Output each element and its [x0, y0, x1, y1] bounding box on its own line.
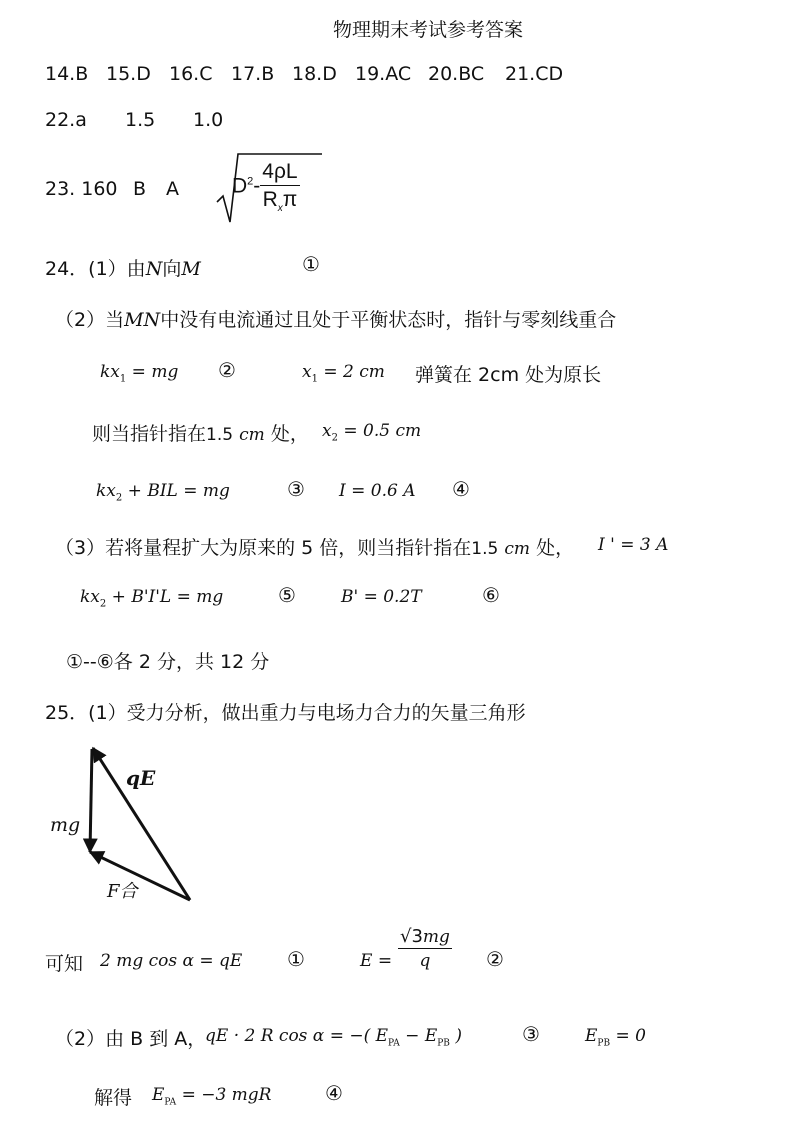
- vector-mg: [90, 749, 92, 852]
- page-title: 物理期末考试参考答案: [333, 19, 524, 41]
- q25-line1-prefix: 可知: [45, 953, 84, 975]
- mc-answer: 20.BC: [428, 63, 485, 85]
- mark-25-3: ③: [522, 1022, 540, 1046]
- mc-answer: 16.C: [169, 63, 213, 85]
- q24-part2-intro: （2）当MN中没有电流通过且处于平衡状态时，指针与零刻线重合: [55, 309, 617, 331]
- q23-label: 23. 160: [45, 178, 118, 200]
- eq-i-prime: I ' = 3 A: [598, 535, 669, 555]
- label-f-net: F合: [107, 881, 138, 902]
- eq-b-prime: B' = 0.2T: [341, 587, 422, 607]
- q23-minus: -: [253, 174, 261, 198]
- q23-fraction: [260, 160, 299, 214]
- eq-kx2-bprime: $kx_2 + B'I'L$ = mg: [80, 587, 224, 610]
- q23-d: D: [232, 174, 248, 198]
- mark-3: ③: [287, 477, 305, 501]
- q23-answer-b: B: [133, 178, 147, 200]
- eq-e-fraction: $\frac{√3mg}{q}$: [400, 926, 450, 971]
- q24-note-spring: 弹簧在 2cm 处为原长: [415, 364, 602, 386]
- mc-answer: 18.D: [292, 63, 337, 85]
- eq-kx2-bil: $kx_2$ + BIL = mg: [96, 481, 230, 504]
- mark-4: ④: [452, 477, 470, 501]
- mc-answer: 19.AC: [355, 63, 412, 85]
- q23-d-exponent: 2: [247, 175, 254, 188]
- label-mg: mg: [50, 814, 81, 836]
- q25-part1-intro: 25．(1）受力分析，做出重力与电场力合力的矢量三角形: [45, 702, 526, 724]
- mark-25-2: ②: [486, 947, 504, 971]
- q24-pointer-line: 则当指针指在1.5 cm 处，: [92, 423, 309, 445]
- q23-expression: [232, 160, 300, 214]
- mark-5: ⑤: [278, 583, 296, 607]
- eq-2mgcos: 2 mg cos α = qE: [100, 951, 243, 971]
- mark-25-1: ①: [287, 947, 305, 971]
- eq-kx1-mg: $kx_1$ = mg: [100, 362, 179, 385]
- q23-denominator: $R_x\pi$: [262, 188, 298, 215]
- q22-value-1: 1.5: [125, 109, 156, 131]
- q24-part3-intro: （3）若将量程扩大为原来的 5 倍，则当指针指在1.5 cm 处，: [55, 537, 575, 559]
- mc-answer: 21.CD: [505, 63, 564, 85]
- mark-6: ⑥: [482, 583, 500, 607]
- eq-epa-result: $E_{PA} = -3$ mgR: [152, 1085, 272, 1108]
- label-qe: qE: [126, 766, 156, 790]
- mc-answer: 14.B: [45, 63, 89, 85]
- q24-part1: 24．(1）由N向M: [45, 258, 201, 280]
- eq-epb-zero: $E_{PB} = 0$: [585, 1026, 646, 1049]
- q24-score: ①--⑥各 2 分，共 12 分: [66, 651, 270, 673]
- eq-x2: $x_2 = 0.5$ cm: [322, 421, 422, 444]
- mc-answer: 15.D: [106, 63, 151, 85]
- sqrt3: √3: [400, 926, 423, 947]
- eq-current: I = 0.6 A: [339, 481, 416, 501]
- eq-energy-change: qE · 2 R cos α = −( $E_{PA} - E_{PB}$ ): [205, 1026, 462, 1049]
- q23-answer-a: A: [166, 178, 179, 200]
- q23-numerator: 4ρL: [260, 160, 299, 186]
- mark-25-4: ④: [325, 1081, 343, 1105]
- eq-e-lhs: E =: [360, 951, 393, 971]
- eq-x1: $x_1 = 2$ cm: [302, 362, 385, 385]
- mark-2: ②: [218, 358, 236, 382]
- q22-label: 22.a: [45, 109, 87, 131]
- q22-value-2: 1.0: [193, 109, 224, 131]
- mc-answer: 17.B: [231, 63, 275, 85]
- mark-1: ①: [302, 252, 320, 276]
- q25-part2-intro: （2）由 B 到 A，: [55, 1028, 207, 1050]
- q25-solve-prefix: 解得: [94, 1087, 133, 1109]
